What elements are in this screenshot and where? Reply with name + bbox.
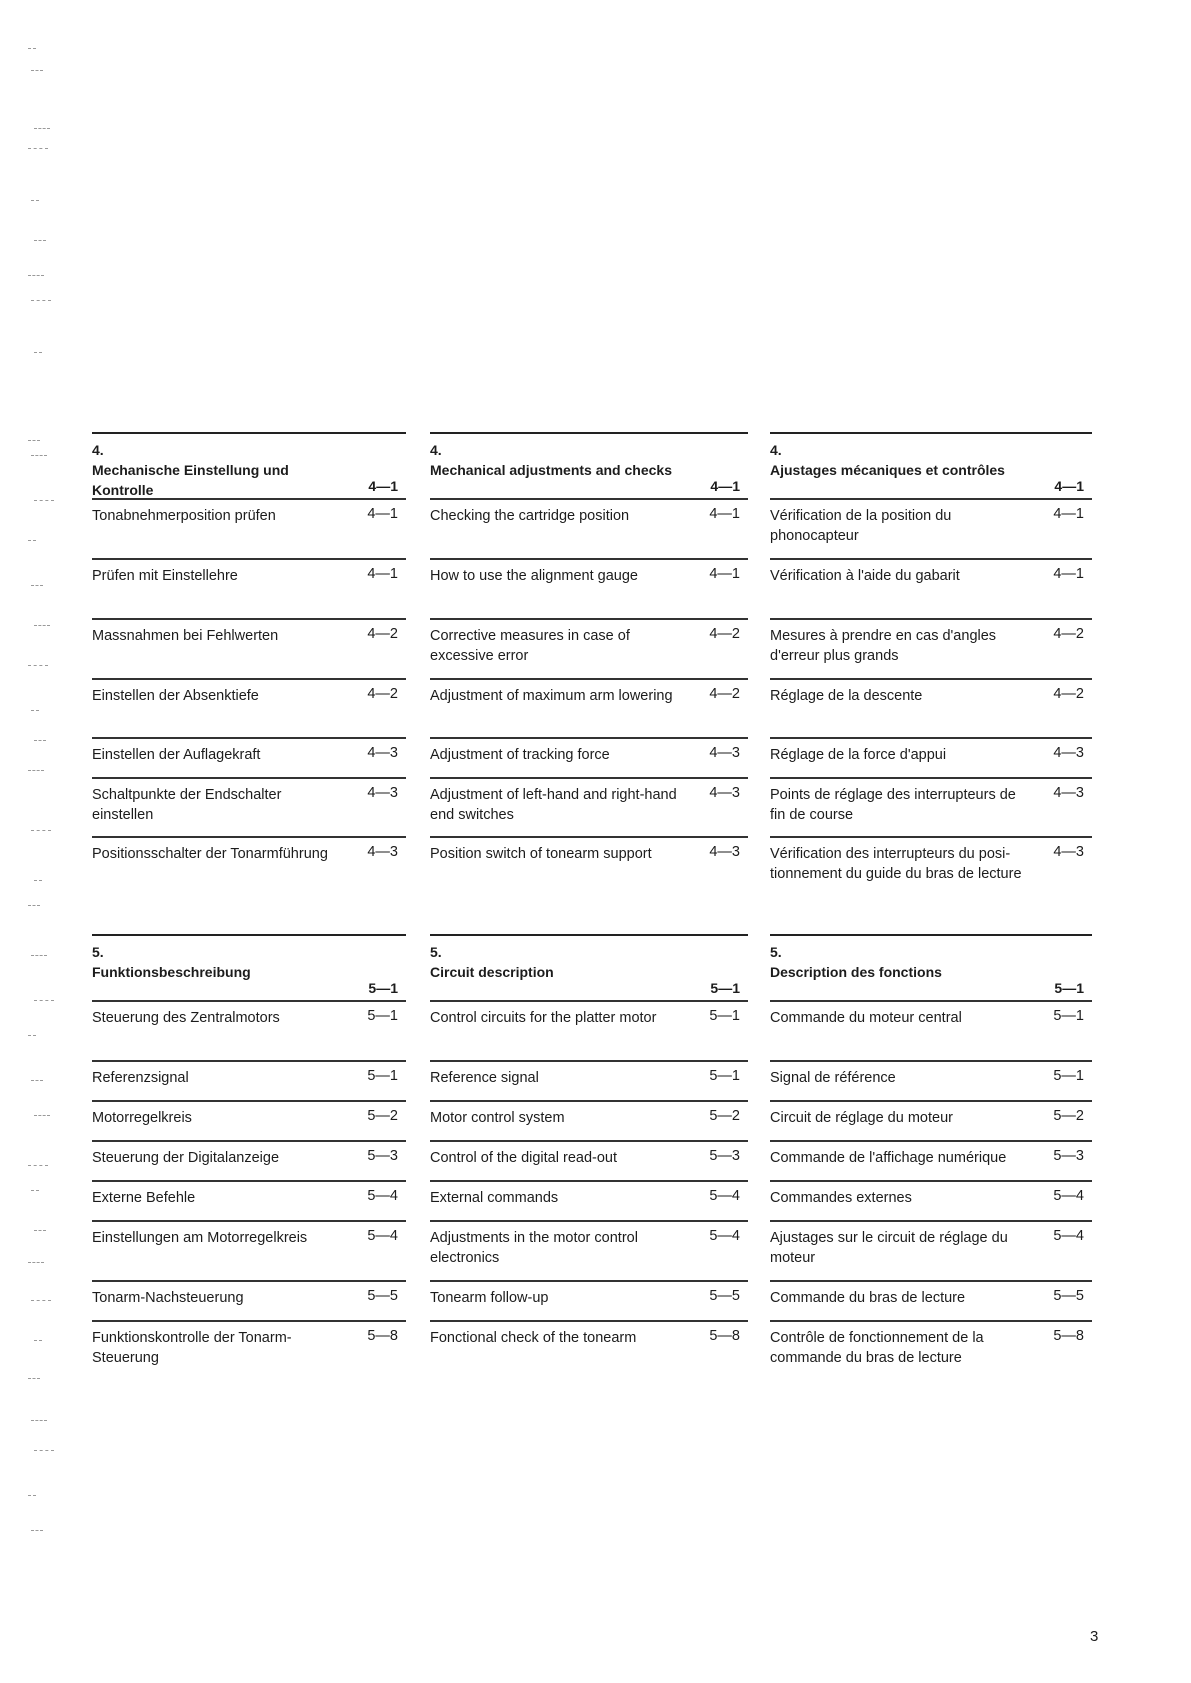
entry-page: 4—1: [709, 566, 740, 582]
toc-entry: [430, 500, 748, 558]
entry-page: 5—4: [1053, 1188, 1084, 1204]
entry-page: 4—3: [709, 785, 740, 801]
entry-title: Commande du bras de lecture: [770, 1290, 966, 1306]
toc-entry: [92, 1002, 406, 1060]
entry-title: Contrôle de fonctionnement de la commande du bras de lecture: [770, 1330, 984, 1366]
section-heading: [92, 936, 406, 1000]
entry-page: 4—1: [367, 506, 398, 522]
toc-entry: [770, 1322, 1092, 1372]
toc-entry: [92, 739, 406, 777]
section-number: 4.: [430, 442, 442, 458]
entry-page: 5—5: [367, 1288, 398, 1304]
entry-title: Points de réglage des interrupteurs de fin de course: [770, 787, 1016, 823]
toc-entry: [92, 1282, 406, 1320]
entry-title: Tonearm follow-up: [430, 1290, 549, 1306]
entry-title: Vérification des interrupteurs du posi-tionnement du guide du bras de lecture: [770, 846, 1022, 882]
entry-title: Tonarm-Nachsteuerung: [92, 1290, 244, 1306]
entry-title: Massnahmen bei Fehlwerten: [92, 628, 279, 644]
toc-entry: [430, 560, 748, 618]
entry-page: 4—3: [367, 745, 398, 761]
entry-page: 5—8: [367, 1328, 398, 1344]
entry-title: Signal de référence: [770, 1070, 896, 1086]
entry-page: 4—1: [367, 566, 398, 582]
entry-title: Vérification de la position du phonocapteur: [770, 508, 952, 544]
section-title: Mechanical adjustments and checks: [430, 462, 672, 478]
scan-margin-marks: [0, 0, 60, 1683]
toc-entry: [430, 1282, 748, 1320]
entry-title: Position switch of tonearm support: [430, 846, 652, 862]
toc-entry: [430, 1222, 748, 1280]
entry-page: 4—2: [1053, 626, 1084, 642]
toc-column-s4-1: [92, 432, 406, 896]
section-title: Mechanische Einstellung und Kontrolle: [92, 462, 289, 498]
toc-entry: [770, 1222, 1092, 1280]
section-heading: [430, 434, 748, 498]
entry-title: Prüfen mit Einstellehre: [92, 568, 238, 584]
entry-title: Fonctional check of the tonearm: [430, 1330, 637, 1346]
section-heading: [770, 434, 1092, 498]
section-heading: [770, 936, 1092, 1000]
toc-entry: [430, 1062, 748, 1100]
toc-entry: [92, 620, 406, 678]
section-title: Circuit description: [430, 964, 554, 980]
entry-page: 5—8: [1053, 1328, 1084, 1344]
entry-page: 5—1: [709, 1068, 740, 1084]
entry-page: 4—3: [1053, 745, 1084, 761]
entry-title: Motorregelkreis: [92, 1110, 192, 1126]
entry-page: 5—4: [709, 1228, 740, 1244]
entry-title: Vérification à l'aide du gabarit: [770, 568, 960, 584]
toc-column-s5-3: [770, 934, 1092, 1372]
entry-page: 4—1: [1053, 506, 1084, 522]
toc-entry: [770, 838, 1092, 896]
entry-title: Einstellen der Absenktiefe: [92, 688, 259, 704]
section-page: 4—1: [368, 478, 398, 494]
entry-page: 5—1: [709, 1008, 740, 1024]
toc-entry: [770, 620, 1092, 678]
entry-title: Ajustages sur le circuit de réglage du moteur: [770, 1230, 1008, 1266]
entry-page: 5—4: [709, 1188, 740, 1204]
entry-page: 4—1: [1053, 566, 1084, 582]
entry-title: Externe Befehle: [92, 1190, 196, 1206]
entry-page: 4—2: [1053, 686, 1084, 702]
entry-page: 4—3: [367, 844, 398, 860]
toc-entry: [430, 838, 748, 896]
section-number: 5.: [92, 944, 104, 960]
toc-entry: [92, 1062, 406, 1100]
toc-entry: [770, 1002, 1092, 1060]
entry-title: Reference signal: [430, 1070, 539, 1086]
entry-title: Adjustment of maximum arm lowering: [430, 688, 673, 704]
entry-page: 4—3: [709, 745, 740, 761]
toc-column-s5-2: [430, 934, 748, 1372]
entry-page: 5—2: [709, 1108, 740, 1124]
toc-column-s5-1: [92, 934, 406, 1372]
section-heading: [92, 434, 406, 498]
entry-title: External commands: [430, 1190, 559, 1206]
entry-title: Control of the digital read-out: [430, 1150, 617, 1166]
entry-title: How to use the alignment gauge: [430, 568, 638, 584]
entry-page: 4—2: [367, 686, 398, 702]
entry-title: Tonabnehmerposition prüfen: [92, 508, 276, 524]
entry-title: Motor control system: [430, 1110, 565, 1126]
toc-entry: [770, 680, 1092, 737]
toc-entry: [770, 1102, 1092, 1140]
entry-page: 5—2: [367, 1108, 398, 1124]
toc-entry: [770, 779, 1092, 836]
entry-title: Adjustment of tracking force: [430, 747, 610, 763]
entry-title: Schaltpunkte der Endschalter einstellen: [92, 787, 282, 823]
entry-page: 5—8: [709, 1328, 740, 1344]
entry-page: 4—3: [709, 844, 740, 860]
toc-column-s4-2: [430, 432, 748, 896]
toc-entry: [430, 739, 748, 777]
entry-page: 5—5: [1053, 1288, 1084, 1304]
entry-page: 5—1: [1053, 1068, 1084, 1084]
entry-title: Positionsschalter der Tonarmführung: [92, 846, 328, 862]
entry-title: Funktionskontrolle der Tonarm-Steuerung: [92, 1330, 292, 1366]
toc-entry: [430, 1322, 748, 1372]
entry-title: Circuit de réglage du moteur: [770, 1110, 953, 1126]
entry-page: 4—2: [709, 686, 740, 702]
section-heading: [430, 936, 748, 1000]
toc-entry: [770, 1182, 1092, 1220]
toc-entry: [92, 838, 406, 896]
entry-page: 5—2: [1053, 1108, 1084, 1124]
entry-title: Corrective measures in case of excessive error: [430, 628, 630, 664]
section-page: 4—1: [710, 478, 740, 494]
section-title: Funktionsbeschreibung: [92, 964, 251, 980]
section-number: 5.: [770, 944, 782, 960]
section-number: 4.: [770, 442, 782, 458]
section-title: Ajustages mécaniques et contrôles: [770, 462, 1005, 478]
toc-entry: [430, 1182, 748, 1220]
section-page: 5—1: [368, 980, 398, 996]
entry-page: 5—3: [1053, 1148, 1084, 1164]
section-title: Description des fonctions: [770, 964, 942, 980]
entry-title: Referenzsignal: [92, 1070, 189, 1086]
entry-title: Commandes externes: [770, 1190, 912, 1206]
entry-page: 5—1: [367, 1068, 398, 1084]
entry-title: Steuerung der Digitalanzeige: [92, 1150, 280, 1166]
toc-entry: [770, 500, 1092, 558]
entry-page: 4—3: [1053, 785, 1084, 801]
toc-entry: [770, 1062, 1092, 1100]
toc-column-s4-3: [770, 432, 1092, 896]
entry-title: Checking the cartridge position: [430, 508, 630, 524]
toc-entry: [92, 1102, 406, 1140]
page-number: 3: [1090, 1628, 1099, 1645]
toc-entry: [430, 1002, 748, 1060]
entry-title: Control circuits for the platter motor: [430, 1010, 657, 1026]
entry-title: Einstellen der Auflagekraft: [92, 747, 261, 763]
toc-entry: [92, 500, 406, 558]
toc-entry: [770, 560, 1092, 618]
entry-title: Réglage de la descente: [770, 688, 923, 704]
entry-page: 5—4: [367, 1188, 398, 1204]
entry-title: Adjustment of left-hand and right-hand end switches: [430, 787, 677, 823]
entry-page: 5—1: [367, 1008, 398, 1024]
toc-entry: [430, 620, 748, 678]
entry-title: Adjustments in the motor control electronics: [430, 1230, 638, 1266]
section-page: 5—1: [1054, 980, 1084, 996]
section-page: 4—1: [1054, 478, 1084, 494]
entry-page: 5—3: [367, 1148, 398, 1164]
toc-entry: [430, 1102, 748, 1140]
toc-entry: [430, 1142, 748, 1180]
entry-page: 5—5: [709, 1288, 740, 1304]
entry-page: 5—4: [367, 1228, 398, 1244]
section-page: 5—1: [710, 980, 740, 996]
entry-page: 4—2: [367, 626, 398, 642]
entry-title: Mesures à prendre en cas d'angles d'erreur plus grands: [770, 628, 997, 664]
toc-entry: [92, 779, 406, 836]
entry-page: 4—2: [709, 626, 740, 642]
entry-page: 4—1: [709, 506, 740, 522]
section-number: 5.: [430, 944, 442, 960]
entry-page: 5—4: [1053, 1228, 1084, 1244]
toc-entry: [92, 680, 406, 737]
entry-page: 4—3: [1053, 844, 1084, 860]
toc-entry: [92, 1322, 406, 1372]
section-number: 4.: [92, 442, 104, 458]
toc-entry: [92, 560, 406, 618]
toc-entry: [770, 1142, 1092, 1180]
entry-page: 5—1: [1053, 1008, 1084, 1024]
toc-entry: [770, 1282, 1092, 1320]
toc-entry: [430, 779, 748, 836]
entry-title: Commande du moteur central: [770, 1010, 962, 1026]
entry-title: Réglage de la force d'appui: [770, 747, 947, 763]
toc-entry: [92, 1142, 406, 1180]
toc-entry: [92, 1182, 406, 1220]
toc-entry: [770, 739, 1092, 777]
entry-title: Steuerung des Zentralmotors: [92, 1010, 280, 1026]
entry-title: Commande de l'affichage numérique: [770, 1150, 1007, 1166]
toc-entry: [92, 1222, 406, 1280]
entry-page: 5—3: [709, 1148, 740, 1164]
toc-entry: [430, 680, 748, 737]
entry-page: 4—3: [367, 785, 398, 801]
entry-title: Einstellungen am Motorregelkreis: [92, 1230, 308, 1246]
